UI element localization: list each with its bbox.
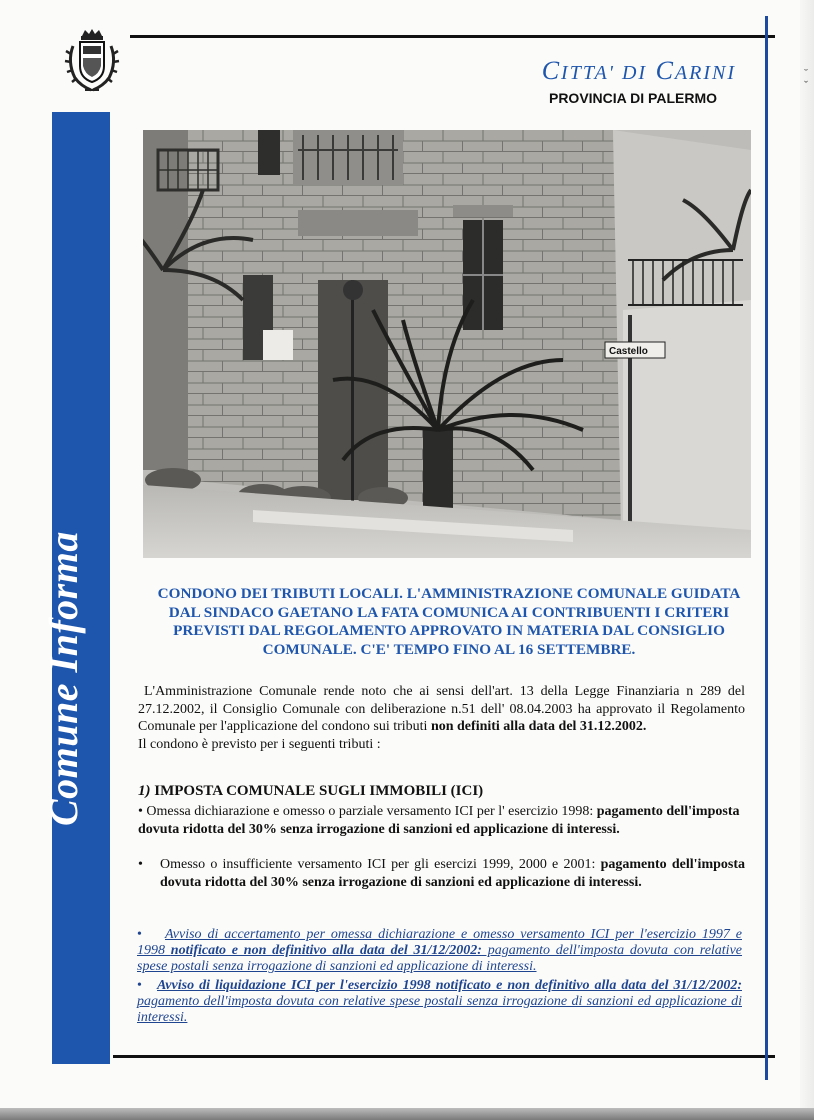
scan-bottom-strip: [0, 1108, 814, 1120]
section-title-text: IMPOSTA COMUNALE SUGLI IMMOBILI (ICI): [154, 783, 484, 799]
intro-text: [138, 683, 745, 736]
city-title: CITTA' DI CARINI: [541, 56, 736, 85]
notice2-part2: pagamento dell'imposta dovuta con relative spese postali senza irrogazione di sanzioni ed applicazione di interessi.: [137, 994, 742, 1026]
item1-plain: Omessa dichiarazione e omesso o parziale versamento ICI per l' esercizio 1998:: [146, 804, 597, 819]
item1-bold: pagamento dell'imposta dovuta ridotta del 30% senza irrogazione di sanzioni ed applicazione di interessi.: [138, 804, 740, 837]
intro-bold: non definiti alla data del 31.12.2002.: [430, 719, 647, 734]
bullet-icon: •: [138, 857, 143, 872]
list-item: • Omessa dichiarazione e omesso o parziale versamento ICI per l' esercizio 1998: pagamento dell'imposta dovuta ridotta del 30% senza irrogazione di sanzioni ed applicazione di interessi.: [138, 804, 740, 837]
section-number: 1): [138, 783, 151, 799]
notice2-bold: Avviso di liquidazione ICI per l'esercizio 1998 notificato e non definitivo alla data del 31/12/2002:: [157, 978, 742, 993]
street-sign-text: Castello: [609, 346, 648, 357]
intro-part1: L'Amministrazione Comunale rende noto che ai sensi dell'art. 13 della Legge Finanziaria n 289 del 27.12.2002, il Consiglio Comunale con deliberazione n.51 dell' 08.04.2003 ha approvato il Regolamento Comunale per l'applicazione del condono sui tributi: [138, 684, 745, 734]
notice1-part1: Avviso di accertamento per omessa dichiarazione e omesso versamento ICI per l'esercizio 1997 e 1998: [137, 927, 742, 959]
item2-plain: Omesso o insufficiente versamento ICI per gli esercizi 1999, 2000 e 2001:: [160, 857, 601, 872]
coat-of-arms-icon: [63, 28, 121, 98]
item2-bold: pagamento dell'imposta dovuta ridotta del 30% senza irrogazione di sanzioni ed applicazione di interessi.: [160, 857, 746, 890]
top-rule: [130, 35, 775, 38]
page-edge: [800, 0, 814, 1108]
province-label: PROVINCIA DI PALERMO: [548, 90, 717, 106]
notice1-part2: pagamento dell'imposta dovuta con relative spese postali senza irrogazione di sanzioni ed applicazione di interessi.: [137, 943, 743, 975]
item2-text: [138, 856, 745, 891]
bullet-icon: •: [137, 927, 142, 942]
notice1-bold: notificato e non definitivo alla data del 31/12/2002:: [170, 943, 482, 959]
intro-line2: Il condono è previsto per i seguenti tributi :: [138, 736, 381, 752]
notice-accertamento: [137, 927, 742, 976]
bullet-icon: •: [137, 978, 142, 993]
sidebar-label: Comune Informa: [41, 531, 86, 826]
section-title: [138, 783, 483, 800]
bottom-rule: [113, 1055, 775, 1058]
list-item: [138, 856, 745, 891]
edge-mark: ˇ: [804, 78, 808, 92]
right-blue-rule: [765, 16, 768, 1080]
notice-liquidazione: [137, 978, 742, 1027]
sidebar-banner: [41, 112, 110, 1064]
headline: CONDONO DEI TRIBUTI LOCALI. L'AMMINISTRAZIONE COMUNALE GUIDATA DAL SINDACO GAETANO LA FATA COMUNICA AI CONTRIBUENTI I CRITERI PREVISTI DAL REGOLAMENTO APPROVATO IN MATERIA DAL CONSIGLIO COMUNALE. C'E' TEMPO FINO AL 16 SETTEMBRE.: [157, 585, 741, 658]
town-hall-photo: [143, 130, 751, 558]
edge-mark: ˘: [804, 66, 808, 80]
intro-paragraph: [138, 683, 745, 753]
